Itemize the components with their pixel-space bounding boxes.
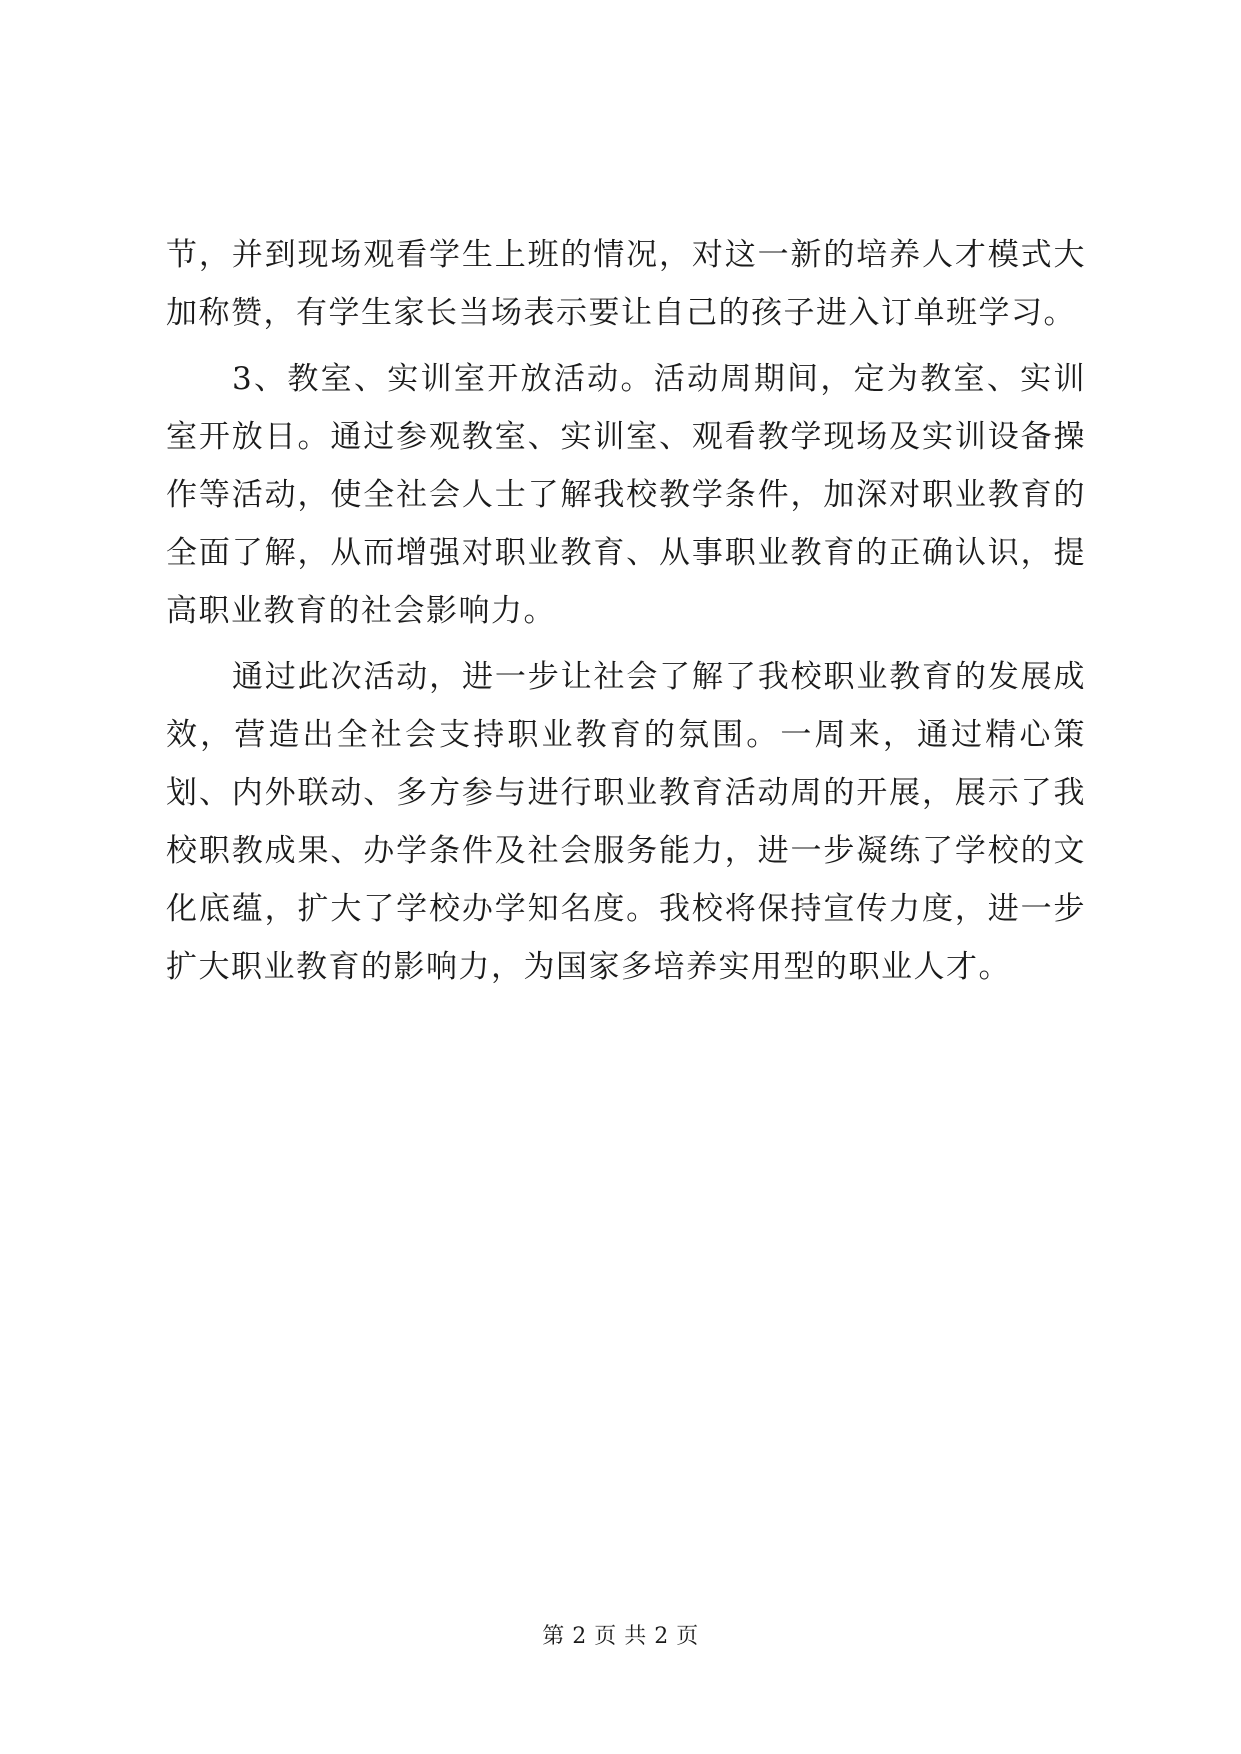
document-body (166, 226, 1086, 996)
paragraph-conclusion: 通过此次活动，进一步让社会了解了我校职业教育的发展成效，营造出全社会支持职业教育的氛围。一周来，通过精心策划、内外联动、多方参与进行职业教育活动周的开展，展示了我校职教成果、办学条件及社会服务能力，进一步凝练了学校的文化底蕴，扩大了学校办学知名度。我校将保持宣传力度，进一步扩大职业教育的影响力，为国家多培养实用型的职业人才。 (166, 659, 1086, 985)
paragraph-continuation: 节，并到现场观看学生上班的情况，对这一新的培养人才模式大加称赞，有学生家长当场表示要让自己的孩子进入订单班学习。 (166, 237, 1086, 331)
paragraph-open-activity: 3、教室、实训室开放活动。活动周期间，定为教室、实训室开放日。通过参观教室、实训室、观看教学现场及实训设备操作等活动，使全社会人士了解我校教学条件，加深对职业教育的全面了解，从而增强对职业教育、从事职业教育的正确认识，提高职业教育的社会影响力。 (166, 361, 1086, 629)
page-footer: 第 2 页 共 2 页 (542, 1624, 699, 1649)
